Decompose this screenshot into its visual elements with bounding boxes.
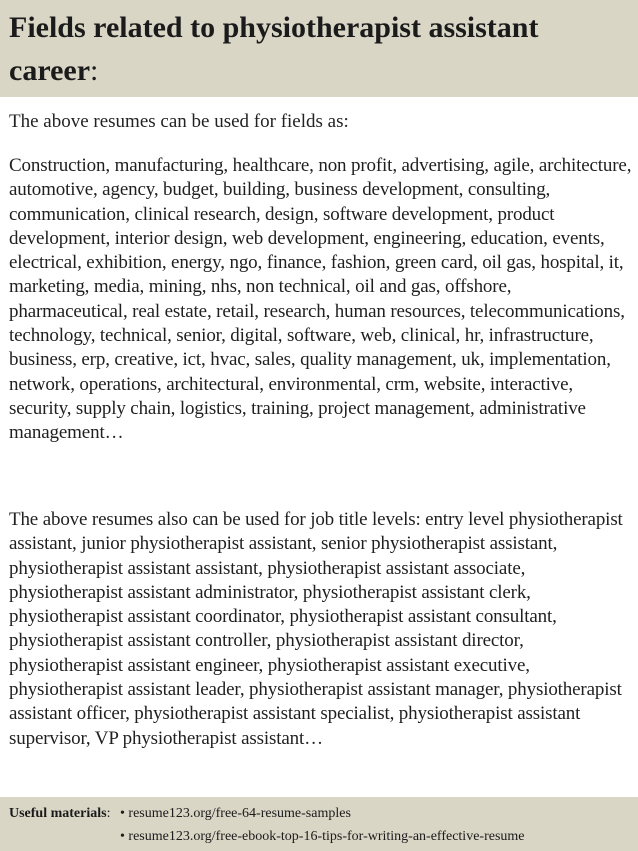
footer-link-item[interactable]	[120, 805, 351, 823]
page-title-main: Fields related to physiotherapist assistant career	[9, 11, 539, 87]
page-title-colon: :	[90, 54, 99, 87]
footer-link-item[interactable]	[120, 828, 525, 846]
resume-samples-link[interactable]: • resume123.org/free-64-resume-samples	[120, 806, 351, 821]
page-title	[9, 6, 629, 92]
fields-paragraph: Construction, manufacturing, healthcare, non profit, advertising, agile, architecture, automotive, agency, budget, building, business development, consulting, communication, clinical research, design, software development, product development, interior design, web development, engineering, education, events, electrical, exhibition, energy, ngo, finance, fashion, green card, oil gas, hospital, it, marketing, media, mining, nhs, non technical, oil and gas, offshore, pharmaceutical, real estate, retail, research, human resources, telecommunications, technology, technical, senior, digital, software, web, clinical, hr, infrastructure, business, erp, creative, ict, hvac, sales, quality management, uk, implementation, network, operations, architectural, environmental, crm, website, interactive, security, supply chain, logistics, training, project management, administrative management…	[9, 155, 632, 444]
useful-materials-label-text: Useful materials	[9, 806, 107, 821]
useful-materials-label-colon: :	[106, 806, 111, 821]
ebook-tips-link[interactable]: • resume123.org/free-ebook-top-16-tips-for-writing-an-effective-resume	[120, 829, 525, 844]
job-levels-paragraph: The above resumes also can be used for job title levels: entry level physiotherapist assistant, junior physiotherapist assistant, senior physiotherapist assistant, physiotherapist assistant assistant, physiotherapist assistant associate, physiotherapist assistant administrator, physiotherapist assistant clerk, physiotherapist assistant coordinator, physiotherapist assistant consultant, physiotherapist assistant controller, physiotherapist assistant director, physiotherapist assistant engineer, physiotherapist assistant executive, physiotherapist assistant leader, physiotherapist assistant manager, physiotherapist assistant officer, physiotherapist assistant specialist, physiotherapist assistant supervisor, VP physiotherapist assistant…	[9, 509, 623, 749]
useful-materials-label	[9, 805, 110, 823]
intro-text: The above resumes can be used for fields as:	[9, 111, 349, 132]
